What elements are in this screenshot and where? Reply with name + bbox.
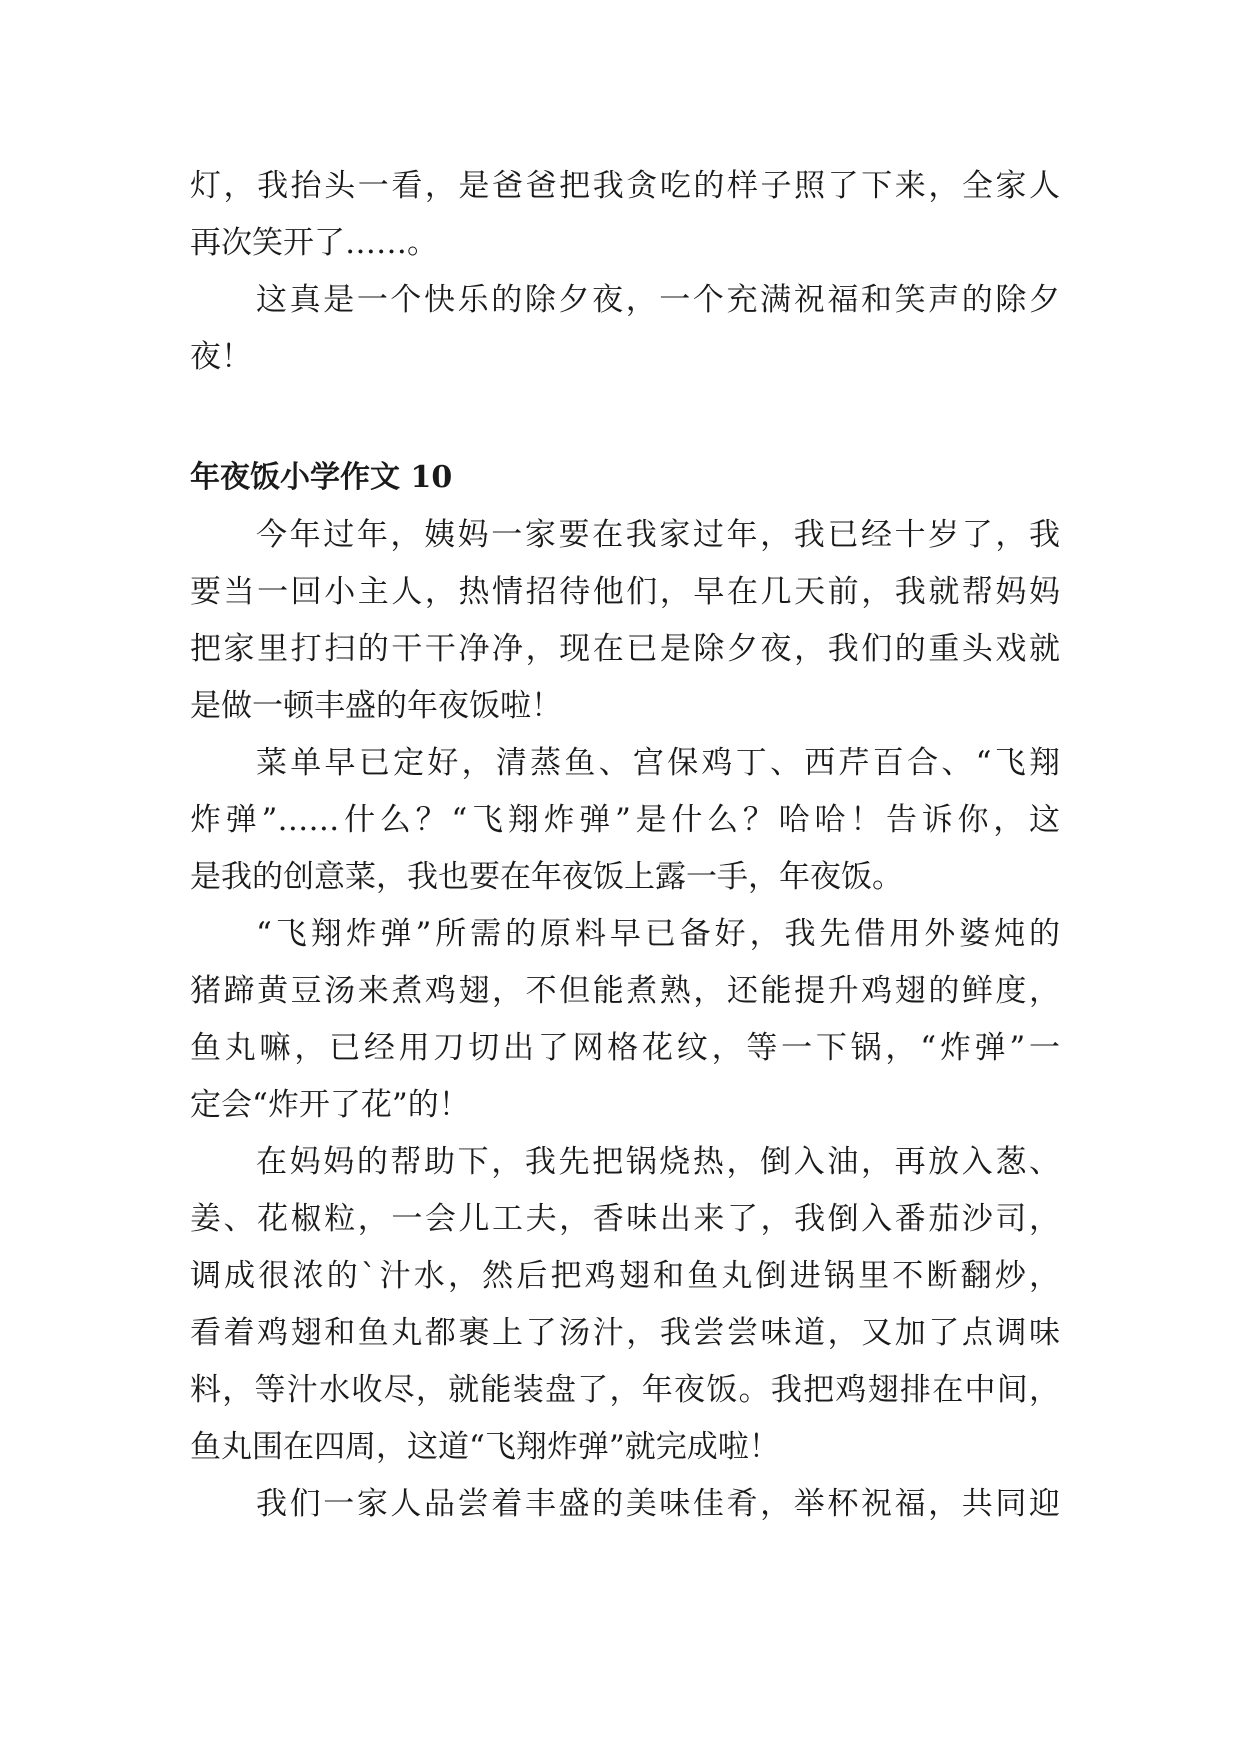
paragraph-line: 菜单早已定好，清蒸鱼、宫保鸡丁、西芹百合、“飞翔 <box>256 745 1060 781</box>
paragraph-line: 看着鸡翅和鱼丸都裹上了汤汁，我尝尝味道，又加了点调味 <box>190 1315 1060 1351</box>
paragraph-line: 调成很浓的`汁水，然后把鸡翅和鱼丸倒进锅里不断翻炒， <box>190 1258 1060 1294</box>
paragraph-line: 鱼丸围在四周，这道“飞翔炸弹”就完成啦！ <box>190 1429 780 1465</box>
paragraph-line: 是我的创意菜，我也要在年夜饭上露一手，年夜饭。 <box>190 859 903 895</box>
paragraph-line: 姜、花椒粒，一会儿工夫，香味出来了，我倒入番茄沙司， <box>190 1201 1060 1237</box>
paragraph-line: “飞翔炸弹”所需的原料早已备好，我先借用外婆炖的 <box>256 916 1060 952</box>
paragraph-line: 要当一回小主人，热情招待他们，早在几天前，我就帮妈妈 <box>190 574 1060 610</box>
paragraph-line: 再次笑开了……。 <box>190 225 438 261</box>
paragraph-line: 是做一顿丰盛的年夜饭啦！ <box>190 688 562 724</box>
paragraph-line: 这真是一个快乐的除夕夜，一个充满祝福和笑声的除夕 <box>256 282 1060 318</box>
paragraph-line: 在妈妈的帮助下，我先把锅烧热，倒入油，再放入葱、 <box>256 1144 1060 1180</box>
paragraph-line: 今年过年，姨妈一家要在我家过年，我已经十岁了，我 <box>256 517 1060 553</box>
paragraph-line: 灯，我抬头一看，是爸爸把我贪吃的样子照了下来，全家人 <box>190 168 1060 204</box>
paragraph-line: 夜！ <box>190 339 252 375</box>
paragraph-line: 炸弹”……什么？“飞翔炸弹”是什么？哈哈！告诉你，这 <box>190 802 1060 838</box>
paragraph-line: 料，等汁水收尽，就能装盘了，年夜饭。我把鸡翅排在中间， <box>190 1372 1060 1408</box>
paragraph-line: 定会“炸开了花”的！ <box>190 1087 470 1123</box>
paragraph-line: 猪蹄黄豆汤来煮鸡翅，不但能煮熟，还能提升鸡翅的鲜度， <box>190 973 1060 1009</box>
paragraph-line: 我们一家人品尝着丰盛的美味佳肴，举杯祝福，共同迎 <box>256 1486 1060 1522</box>
section-heading: 年夜饭小学作文 10 <box>190 460 453 495</box>
paragraph-line: 鱼丸嘛，已经用刀切出了网格花纹，等一下锅，“炸弹”一 <box>190 1030 1060 1066</box>
paragraph-line: 把家里打扫的干干净净，现在已是除夕夜，我们的重头戏就 <box>190 631 1060 667</box>
